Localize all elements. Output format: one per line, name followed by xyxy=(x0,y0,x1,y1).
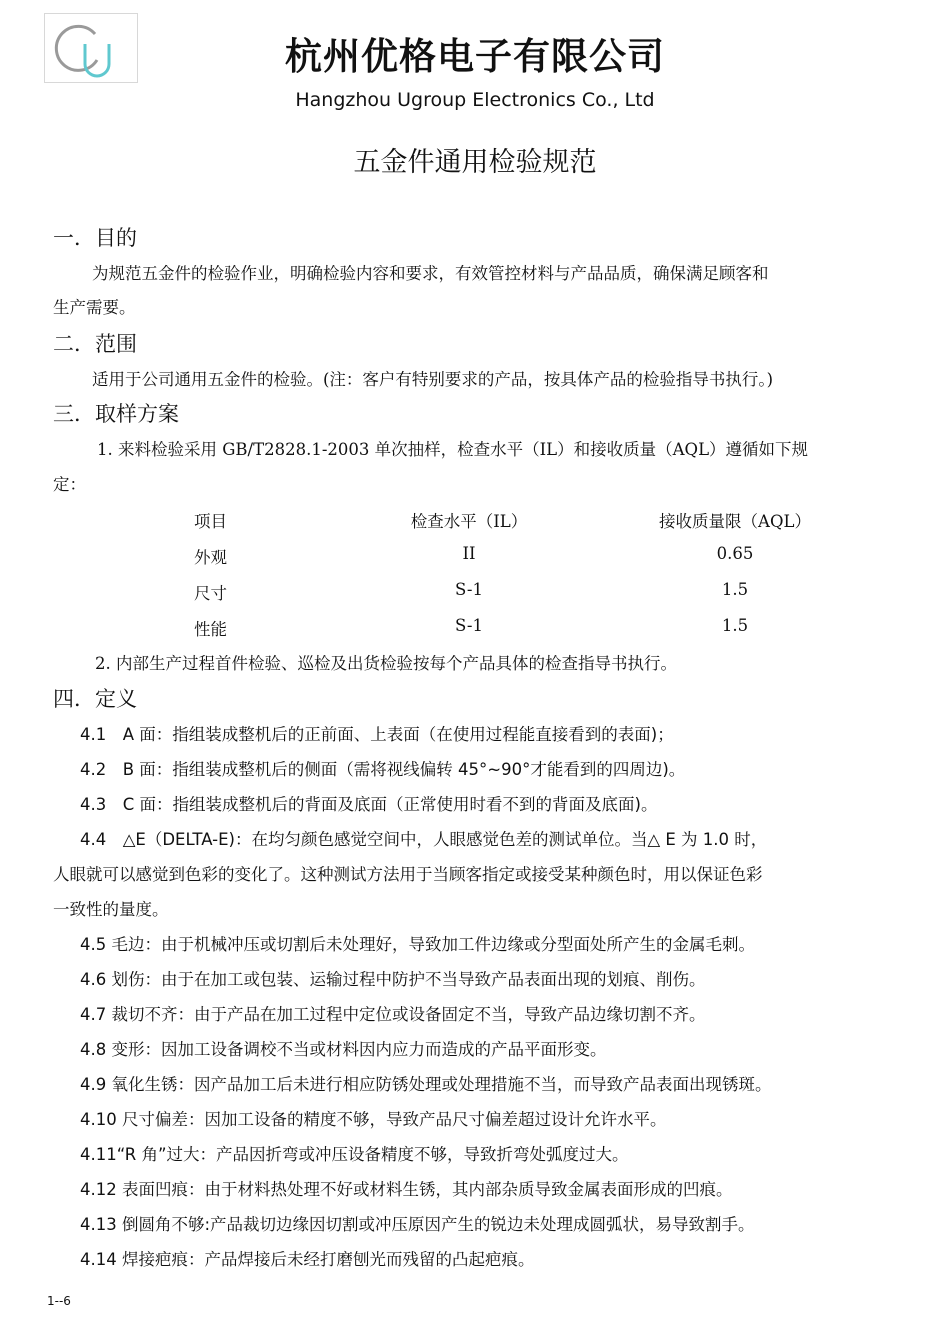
table-cell-il: II xyxy=(462,544,476,563)
definition-4-5: 4.5 毛边：由于机械冲压或切割后未处理好，导致加工件边缘或分型面处所产生的金属毛刺。 xyxy=(80,935,755,954)
sampling-item-1-line-2: 定： xyxy=(53,475,86,494)
definition-4-9: 4.9 氧化生锈：因产品加工后未进行相应防锈处理或处理措施不当，而导致产品表面出现锈斑。 xyxy=(80,1075,772,1094)
definition-4-10: 4.10 尺寸偏差：因加工设备的精度不够，导致产品尺寸偏差超过设计允许水平。 xyxy=(80,1110,667,1129)
definition-4-6: 4.6 划伤：由于在加工或包装、运输过程中防护不当导致产品表面出现的划痕、削伤。 xyxy=(80,970,706,989)
table-cell-il: S-1 xyxy=(455,616,483,635)
table-cell-il: S-1 xyxy=(455,580,483,599)
company-name: 杭州优格电子有限公司 xyxy=(285,35,665,78)
section-heading-scope: 二．范围 xyxy=(53,332,137,356)
page-number: 1--6 xyxy=(47,1294,71,1308)
definition-4-12: 4.12 表面凹痕：由于材料热处理不好或材料生锈，其内部杂质导致金属表面形成的凹痕。 xyxy=(80,1180,733,1199)
scope-text: 适用于公司通用五金件的检验。(注：客户有特别要求的产品，按具体产品的检验指导书执行。) xyxy=(92,370,774,389)
definition-4-4-line-2: 人眼就可以感觉到色彩的变化了。这种测试方法用于当顾客指定或接受某种颜色时，用以保证色彩 xyxy=(53,865,763,884)
table-cell-aql: 1.5 xyxy=(721,616,749,635)
definition-4-14: 4.14 焊接疤痕：产品焊接后未经打磨刨光而残留的凸起疤痕。 xyxy=(80,1250,535,1269)
definition-4-13: 4.13 倒圆角不够:产品裁切边缘因切割或冲压原因产生的锐边未处理成圆弧状，易导致割手。 xyxy=(80,1215,755,1234)
table-header-item: 项目 xyxy=(194,512,227,531)
table-header-il: 检查水平（IL） xyxy=(410,512,528,531)
table-cell-aql: 0.65 xyxy=(716,544,754,563)
definition-4-1: 4.1 A 面：指组装成整机后的正前面、上表面（在使用过程能直接看到的表面)； xyxy=(80,725,674,744)
section-heading-sampling: 三．取样方案 xyxy=(53,402,179,426)
table-row xyxy=(0,616,950,640)
sampling-item-2: 2. 内部生产过程首件检验、巡检及出货检验按每个产品具体的检查指导书执行。 xyxy=(95,654,677,673)
table-cell-item: 性能 xyxy=(194,620,227,639)
purpose-text-line-1: 为规范五金件的检验作业，明确检验内容和要求，有效管控材料与产品品质，确保满足顾客和 xyxy=(92,264,769,283)
table-cell-aql: 1.5 xyxy=(721,580,749,599)
sampling-item-1-line-1: 1. 来料检验采用 GB/T2828.1-2003 单次抽样，检查水平（IL）和接收质量（AQL）遵循如下规 xyxy=(97,440,809,459)
company-name-en: Hangzhou Ugroup Electronics Co., Ltd xyxy=(295,89,655,111)
table-header-aql: 接收质量限（AQL） xyxy=(659,512,811,531)
definition-4-3: 4.3 C 面：指组装成整机后的背面及底面（正常使用时看不到的背面及底面)。 xyxy=(80,795,658,814)
purpose-text-line-2: 生产需要。 xyxy=(53,298,136,317)
definition-4-7: 4.7 裁切不齐：由于产品在加工过程中定位或设备固定不当，导致产品边缘切割不齐。 xyxy=(80,1005,706,1024)
definition-4-8: 4.8 变形：因加工设备调校不当或材料因内应力而造成的产品平面形变。 xyxy=(80,1040,607,1059)
section-heading-purpose: 一．目的 xyxy=(53,226,137,250)
table-row xyxy=(0,580,950,604)
definition-4-4-line-1: 4.4 △E（DELTA-E)：在均匀颜色感觉空间中，人眼感觉色差的测试单位。当△ E 为 1.0 时， xyxy=(80,830,768,849)
table-cell-item: 外观 xyxy=(194,548,227,567)
section-heading-definitions: 四．定义 xyxy=(53,687,137,711)
table-row xyxy=(0,544,950,568)
sampling-table-header-row xyxy=(0,508,950,532)
definition-4-4-line-3: 一致性的量度。 xyxy=(53,900,169,919)
table-cell-item: 尺寸 xyxy=(194,584,227,603)
document-title: 五金件通用检验规范 xyxy=(353,147,597,178)
definition-4-11: 4.11“R 角”过大：产品因折弯或冲压设备精度不够，导致折弯处弧度过大。 xyxy=(80,1145,629,1164)
definition-4-2: 4.2 B 面：指组装成整机后的侧面（需将视线偏转 45°~90°才能看到的四周边)。 xyxy=(80,760,686,779)
